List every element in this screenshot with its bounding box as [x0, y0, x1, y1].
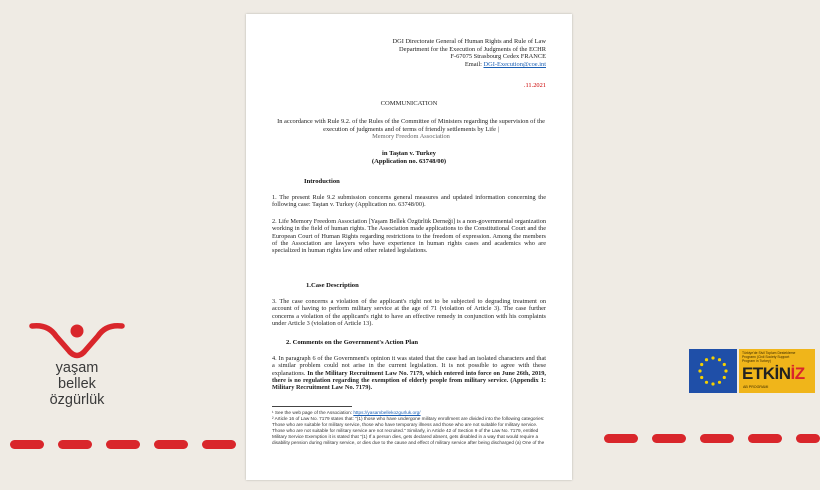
paragraph-4 — [272, 355, 546, 392]
dash — [154, 440, 188, 449]
intro-statement — [276, 118, 546, 141]
address-line: DGI Directorate General of Human Rights and Rule of Law — [392, 38, 546, 45]
paragraph-4-bold: In the Military Recruitment Law No. 7179, which entered into force on June 26th, 2019, there is no regulation regarding the exemption of elderly people from military service. (Appendix 1: Military Recruitment Law No. 7179). — [272, 369, 547, 392]
section-case-description: 1.Case Description — [306, 282, 359, 289]
address-line: F-67075 Strasbourg Cedex FRANCE — [450, 53, 546, 61]
yasam-bellek-ozgurluk-logo — [22, 322, 132, 452]
etkiniz-wordmark — [742, 364, 805, 384]
document-page — [246, 14, 572, 480]
eu-flag-icon — [689, 349, 737, 393]
email-label: Email: — [464, 60, 482, 68]
paragraph-4-text: 4. In paragraph 6 of the Government's opinion it was stated that the case had an isolated characters and that a similar problem could not arise in the current legislation. It is not possible to agree with these explanations. — [272, 355, 546, 377]
document-date: .11.2021 — [523, 82, 546, 89]
logo-line: bellek — [58, 376, 96, 392]
document-title: COMMUNICATION — [380, 100, 438, 107]
recipient-address — [392, 38, 546, 68]
etkiniz-subtitle: AB PROGRAMI — [743, 385, 769, 389]
dash — [700, 434, 734, 443]
intro-association: Memory Freedom Association — [372, 133, 450, 141]
dash — [10, 440, 44, 449]
dash — [652, 434, 686, 443]
paragraph-1: 1. The present Rule 9.2 submission concerns general measures and updated information concerning the following case: Taştan v. Turkey (Application no. 63748/00). — [272, 194, 546, 209]
footnote-1-text: ¹ See the web page of the Association: — [272, 410, 353, 415]
dash — [604, 434, 638, 443]
logo-wordmark — [22, 360, 132, 408]
email-link[interactable]: DGI-Execution@coe.int — [483, 60, 546, 68]
etkiniz-word: ETKİN — [742, 364, 791, 383]
paragraph-2: 2. Life Memory Freedom Association [Yaşam Bellek Özgürlük Derneği] is a non-governmental organization working in the field of human rights. The Association made applications to the Constitutional Court and the European Court of Human Rights regarding restrictions to the freedom of expression. Among the members of the Association are lawyers who have experience in human rights cases and academics who are specialized in human rights law and other related legislations. — [272, 218, 546, 255]
intro-text: In accordance with Rule 9.2. of the Rules of the Committee of Ministers regarding the supervision of the execution of judgments and of terms of friendly settlements by Life | — [277, 118, 545, 133]
left-dash-line — [10, 440, 240, 449]
section-action-plan: 2. Comments on the Government's Action Plan — [286, 339, 419, 346]
case-application: (Application no. 63748/00) — [371, 157, 447, 165]
etkiniz-tagline: Türkiye'de Sivil Toplum Destekleme Programı (Civil Society Support Program in Turkey) — [742, 351, 796, 363]
dash — [748, 434, 782, 443]
footnote-rule — [272, 406, 352, 407]
footnote-1-link[interactable]: https://yasambellekozgurluk.org/ — [353, 410, 421, 415]
case-heading — [246, 150, 572, 165]
logo-line: yaşam — [55, 360, 99, 376]
logo-line: özgürlük — [49, 392, 105, 408]
address-line: Department for the Execution of Judgments of the ECHR — [399, 45, 546, 53]
section-introduction: Introduction — [304, 178, 340, 185]
footnote-2: ² Article 16 of Law No. 7179 states that: "(1) those who have undergone military enrollment are divided into the following categories: Those who are suitable for military service, those who have temporary illness and those who are not suitable for military service. Those who are not suitable for military service are not recruited." Similarly, in Article 42 of Section 9 of the Law No. 7179, entitled Military Service Exemption it is stated that "(1) If a person dies, gets declared absent, gets disabled in a way that would require a disability pension during military service, or dies due to the cause and effect of military service after being discharged (a) One of the — [272, 416, 545, 446]
dash — [58, 440, 92, 449]
dash — [106, 440, 140, 449]
dash — [202, 440, 236, 449]
etkiniz-word-accent: İZ — [790, 364, 805, 383]
email-line — [392, 61, 546, 69]
case-name: in Taştan v. Turkey — [382, 150, 436, 157]
dash — [796, 434, 820, 443]
footnotes — [272, 410, 550, 447]
etkiniz-logo — [739, 349, 815, 393]
figure-icon — [22, 322, 132, 362]
right-dash-line — [604, 434, 820, 443]
paragraph-3: 3. The case concerns a violation of the applicant's right not to be subjected to degrading treatment on account of having to perform military service at the age of 71 (violation of Article 3). The case further concerns a violation of the applicant's right to have an effective remedy in conjunction with his complaints under Article 3 (violation of Article 13). — [272, 298, 546, 328]
